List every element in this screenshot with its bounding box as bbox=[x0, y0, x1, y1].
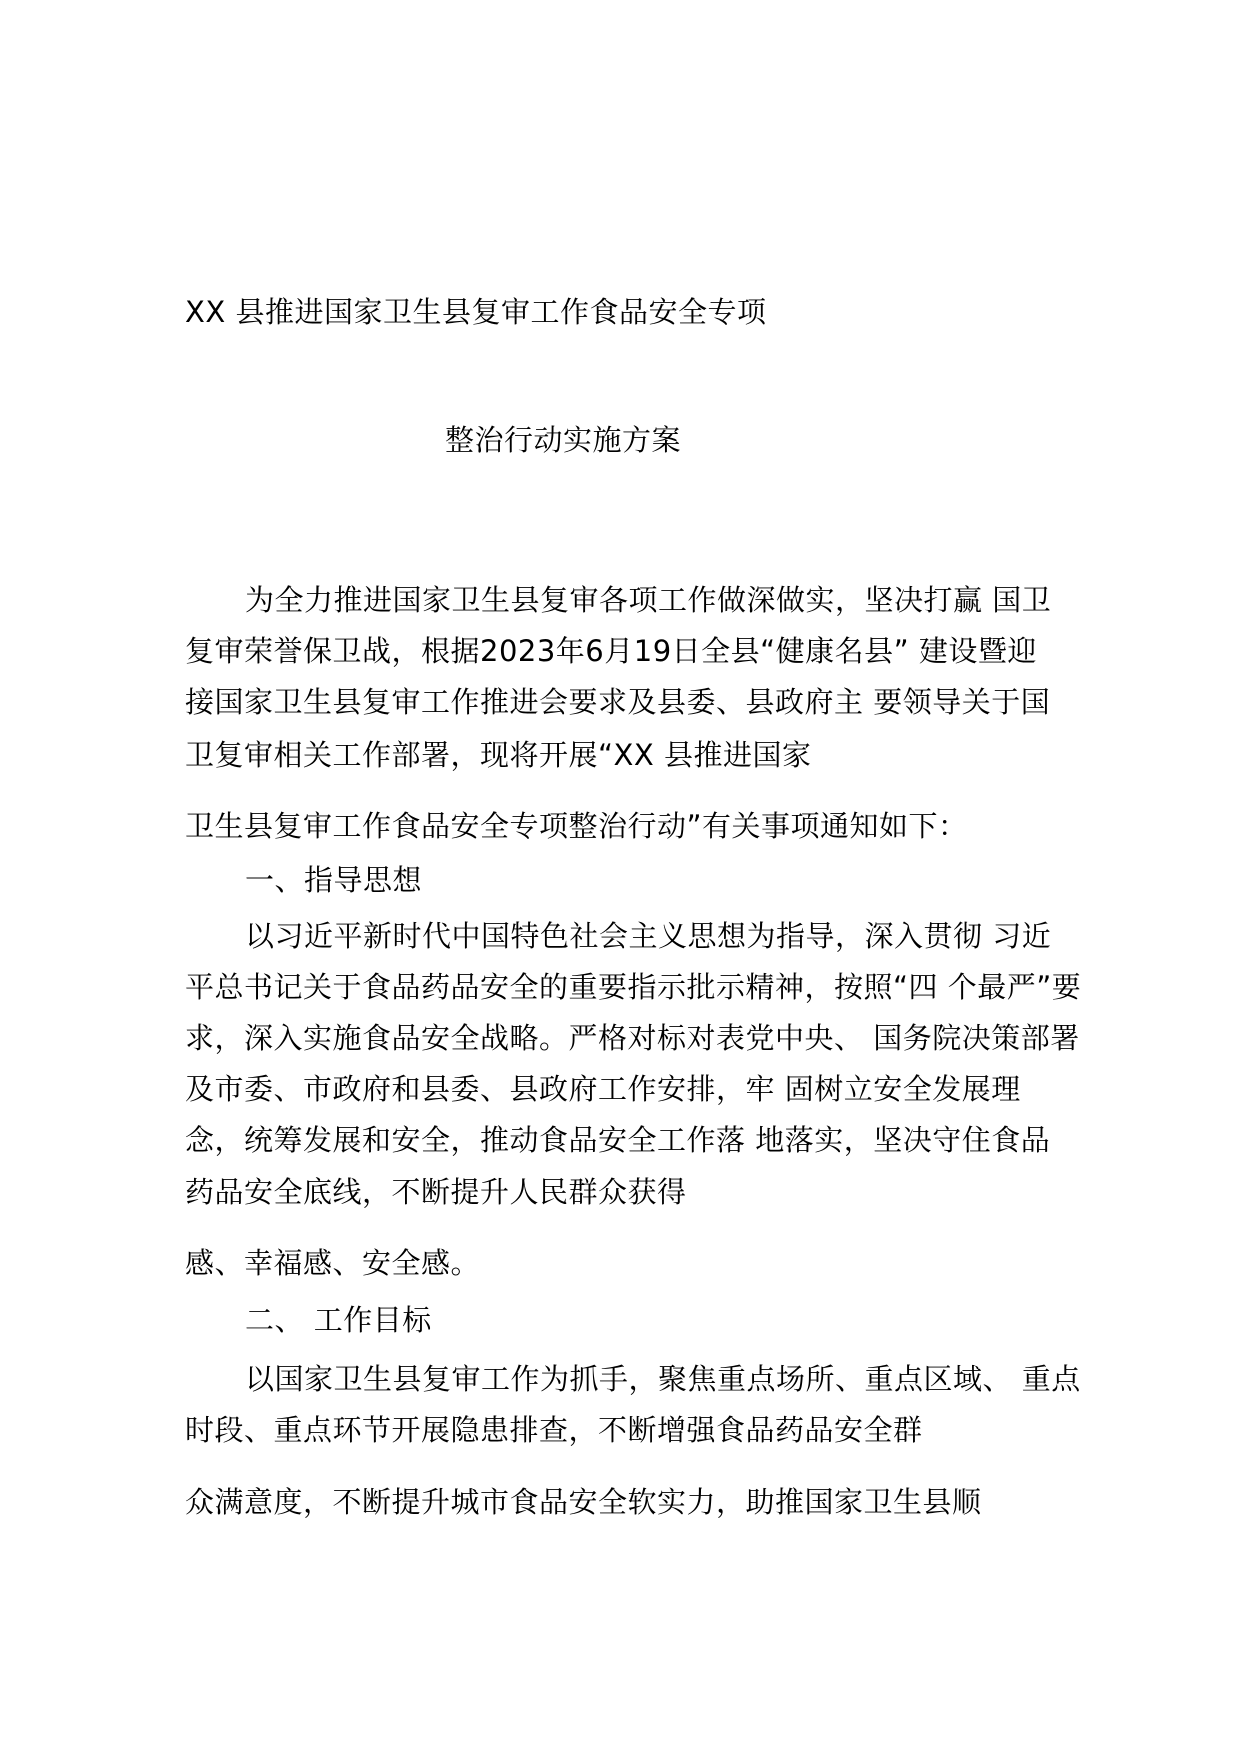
section1-body-line: 药品安全底线，不断提升人民群众获得 bbox=[185, 1175, 687, 1209]
section1-body-line: 以习近平新时代中国特色社会主义思想为指导，深入贯彻 习近 bbox=[245, 919, 1052, 953]
section2-body-line: 时段、重点环节开展隐患排查，不断增强食品药品安全群 bbox=[185, 1413, 923, 1447]
intro-line: 卫生县复审工作食品安全专项整治行动”有关事项通知如下： bbox=[185, 809, 968, 843]
section1-body-line: 求，深入实施食品安全战略。严格对标对表党中央、 国务院决策部署 bbox=[185, 1021, 1080, 1055]
intro-line: 卫复审相关工作部署，现将开展“XX 县推进国家 bbox=[185, 738, 812, 772]
section-heading-work-goals: 二、 工作目标 bbox=[245, 1303, 432, 1337]
section1-body-line: 念，统筹发展和安全，推动食品安全工作落 地落实，坚决守住食品 bbox=[185, 1123, 1051, 1157]
section1-body-line: 感、幸福感、安全感。 bbox=[185, 1246, 481, 1280]
section2-body-line: 以国家卫生县复审工作为抓手，聚焦重点场所、重点区域、 重点 bbox=[245, 1362, 1081, 1396]
section2-body-line: 众满意度，不断提升城市食品安全软实力，助推国家卫生县顺 bbox=[185, 1485, 982, 1519]
section1-body-line: 平总书记关于食品药品安全的重要指示批示精神，按照“四 个最严”要 bbox=[185, 970, 1082, 1004]
intro-line: 接国家卫生县复审工作推进会要求及县委、县政府主 要领导关于国 bbox=[185, 685, 1051, 719]
title-line-2: 整治行动实施方案 bbox=[445, 423, 682, 457]
title-line-1: XX 县推进国家卫生县复审工作食品安全专项 bbox=[185, 295, 767, 329]
intro-line: 为全力推进国家卫生县复审各项工作做深做实，坚决打赢 国卫 bbox=[245, 583, 1052, 617]
intro-line: 复审荣誉保卫战，根据2023年6月19日全县“健康名县” 建设暨迎 bbox=[185, 634, 1037, 668]
section-heading-guiding-ideology: 一、指导思想 bbox=[245, 863, 423, 897]
section1-body-line: 及市委、市政府和县委、县政府工作安排，牢 固树立安全发展理 bbox=[185, 1072, 1021, 1106]
